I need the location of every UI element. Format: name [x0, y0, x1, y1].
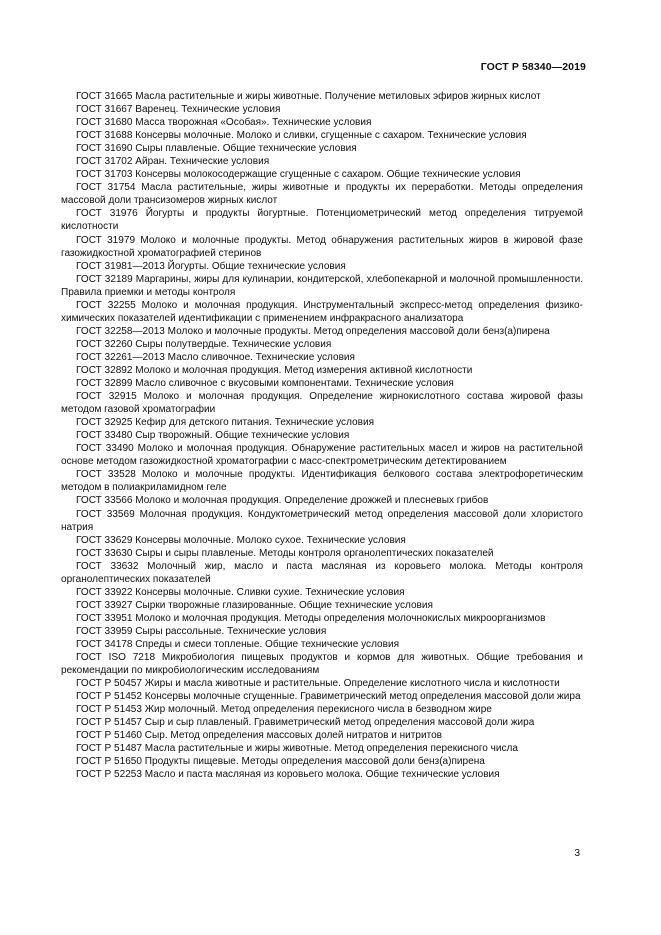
reference-item: ГОСТ 32261—2013 Масло сливочное. Технические условия [76, 351, 355, 363]
reference-item: ГОСТ 33951 Молоко и молочная продукция. Методы определения молочнокислых микроорганизмов [76, 612, 546, 624]
reference-item: ГОСТ 32892 Молоко и молочная продукция. Метод измерения активной кислотности [76, 364, 473, 376]
reference-item: ГОСТ 31680 Масса творожная «Особая». Технические условия [76, 117, 372, 129]
reference-item: ГОСТ ISO 7218 Микробиология пищевых продуктов и кормов для животных. Общие требования и рекомендации по микробиологическим исследованиям [61, 652, 583, 677]
reference-item: ГОСТ 31665 Масла растительные и жиры животные. Получение метиловых эфиров жирных кислот [76, 91, 541, 102]
reference-item: ГОСТ 33490 Молоко и молочная продукция. Обнаружение растительных масел и жиров на растительной основе методом газожидкостной хроматографии с масс-спектрометрическим детектированием [61, 443, 583, 468]
reference-item: ГОСТ 33629 Консервы молочные. Молоко сухое. Технические условия [76, 534, 406, 546]
reference-item: ГОСТ 33959 Сыры рассольные. Технические условия [76, 625, 327, 637]
reference-item: ГОСТ Р 51457 Сыр и сыр плавленый. Гравиметрический метод определения массовой доли жира [76, 717, 535, 729]
reference-item: ГОСТ Р 51460 Сыр. Метод определения массовых долей нитратов и нитритов [76, 730, 442, 742]
reference-item: ГОСТ 32258—2013 Молоко и молочные продукты. Метод определения массовой доли бенз(а)пирена [76, 325, 550, 337]
reference-item: ГОСТ 32915 Молоко и молочная продукция. Определение жирнокислотного состава жировой фазы методом газовой хроматографии [61, 391, 583, 416]
reference-item: ГОСТ 34178 Спреды и смеси топленые. Общие технические условия [76, 638, 400, 650]
reference-item: ГОСТ 32925 Кефир для детского питания. Технические условия [76, 417, 375, 429]
reference-item: ГОСТ 33922 Консервы молочные. Сливки сухие. Технические условия [76, 586, 405, 598]
reference-item: ГОСТ 31976 Йогурты и продукты йогуртные. Потенциометрический метод определения титруемой кислотности [61, 208, 583, 233]
reference-item: ГОСТ 32189 Маргарины, жиры для кулинарии, кондитерской, хлебопекарной и молочной промышленности. Правила приемки и методы контроля [61, 273, 583, 298]
reference-item: ГОСТ 32260 Сыры полутвердые. Технические условия [76, 338, 332, 350]
reference-item: ГОСТ Р 52253 Масло и паста масляная из коровьего молока. Общие технические условия [76, 769, 500, 781]
reference-item: ГОСТ 31754 Масла растительные, жиры животные и продукты их переработки. Методы определения массовой доли трансизомеров жирных кислот [61, 182, 583, 207]
reference-item: ГОСТ 33927 Сырки творожные глазированные. Общие технические условия [76, 599, 433, 611]
reference-item: ГОСТ 33528 Молоко и молочные продукты. Идентификация белкового состава электрофоретическим методом в полиакриламидном геле [61, 469, 583, 494]
reference-item: ГОСТ 33480 Сыр творожный. Общие технические условия [76, 430, 350, 442]
reference-item: ГОСТ Р 51487 Масла растительные и жиры животные. Метод определения перекисного числа [76, 743, 518, 755]
reference-item: ГОСТ Р 51452 Консервы молочные сгущенные. Гравиметрический метод определения массовой доли жира [76, 691, 581, 703]
reference-item: ГОСТ 31690 Сыры плавленые. Общие технические условия [76, 143, 357, 155]
reference-item: ГОСТ 33630 Сыры и сыры плавленые. Методы контроля органолептических показателей [76, 547, 494, 559]
reference-item: ГОСТ 31979 Молоко и молочные продукты. Метод обнаружения растительных жиров в жировой фазе газожидкостной хроматографией стеринов [61, 234, 583, 259]
reference-item: ГОСТ 32255 Молоко и молочная продукция. Инструментальный экспресс-метод определения физико-химических показателей идентификации с применением инфракрасного анализатора [61, 299, 583, 324]
reference-item: ГОСТ 32899 Масло сливочное с вкусовыми компонентами. Технические условия [76, 378, 454, 390]
reference-item: ГОСТ 33569 Молочная продукция. Кондуктометрический метод определения массовой доли хлористого натрия [61, 508, 583, 533]
reference-item: ГОСТ 31981—2013 Йогурты. Общие технические условия [76, 260, 346, 272]
reference-item: ГОСТ 31703 Консервы молокосодержащие сгущенные с сахаром. Общие технические условия [76, 169, 521, 181]
normative-references-list [61, 90, 583, 781]
reference-item: ГОСТ 31667 Варенец. Технические условия [76, 104, 281, 116]
reference-item: ГОСТ Р 50457 Жиры и масла животные и растительные. Определение кислотного числа и кислотности [76, 678, 560, 690]
reference-item: ГОСТ Р 51453 Жир молочный. Метод определения перекисного числа в безводном жире [76, 704, 492, 716]
reference-item: ГОСТ 33566 Молоко и молочная продукция. Определение дрожжей и плесневых грибов [76, 495, 489, 507]
reference-item: ГОСТ 31702 Айран. Технические условия [76, 156, 270, 168]
document-number-header: ГОСТ Р 58340—2019 [480, 61, 586, 73]
reference-item: ГОСТ 31688 Консервы молочные. Молоко и сливки, сгущенные с сахаром. Технические условия [76, 130, 527, 142]
reference-item: ГОСТ Р 51650 Продукты пищевые. Методы определения массовой доли бенз(а)пирена [76, 756, 485, 768]
page-number: 3 [574, 848, 580, 859]
reference-item: ГОСТ 33632 Молочный жир, масло и паста масляная из коровьего молока. Методы контроля органолептических показателей [61, 560, 583, 585]
